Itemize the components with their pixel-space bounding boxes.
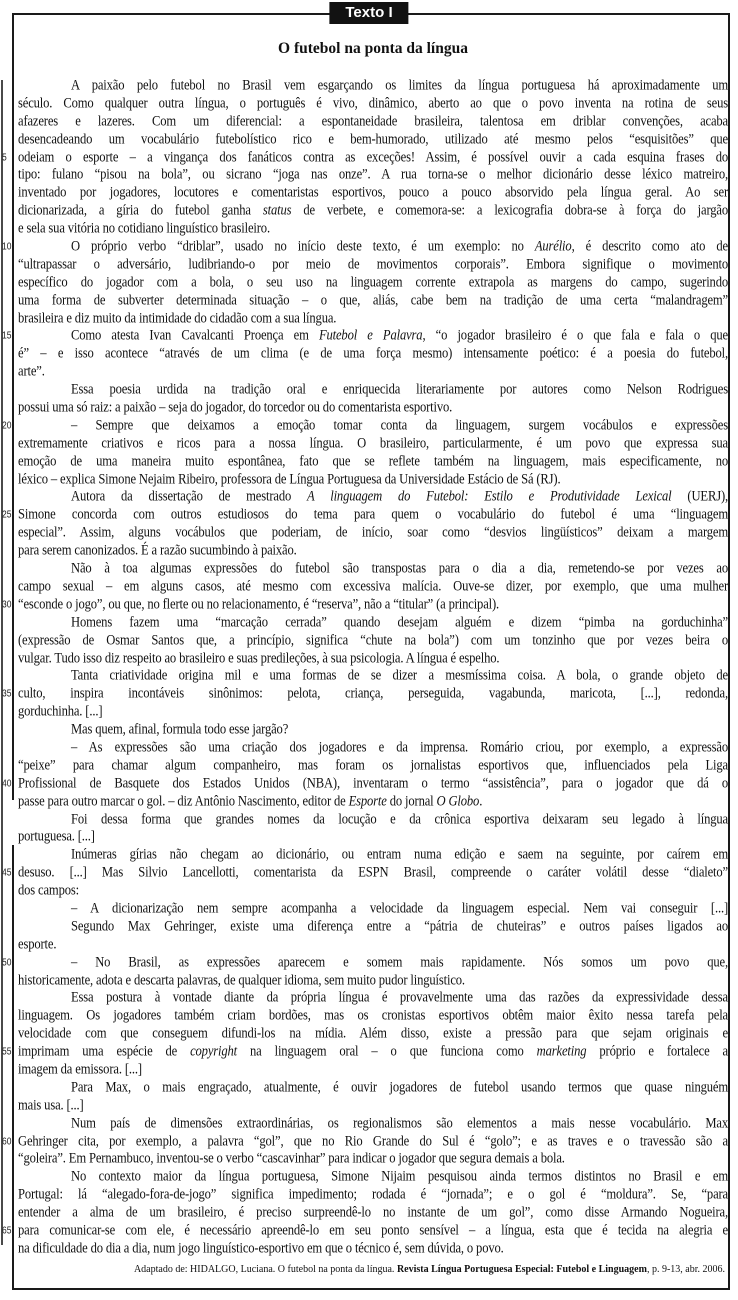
line-text: Simone concorda com outros estudiosos do tema para quem o vocabulário do futebol é uma “linguagem — [18, 505, 728, 523]
line-text: No contexto maior da língua portuguesa, Simone Nijaim pesquisou ainda termos distintos no Brasil e em — [71, 1167, 728, 1185]
line-text: tipo: fulano “pisou na bola”, ou sicrano “joga nas onze”. A rua torna-se o melhor dicionário desse léxico matreiro, — [18, 166, 728, 183]
line-text: extremamente criativos e ricos para a nossa língua. O brasileiro, particularmente, é um povo que expressa sua — [18, 434, 728, 451]
line-number: 40 — [2, 776, 12, 789]
line-text: historicamente, adota e descarta palavras, de qualquer idioma, sem muito pudor linguístico. — [18, 971, 465, 988]
line-text: esporte. — [18, 935, 57, 952]
line-text: Autora da dissertação de mestrado A linguagem do Futebol: Estilo e Produtividade Lexical (UERJ), — [71, 488, 728, 505]
line-number: 10 — [2, 239, 12, 252]
line-number: 15 — [2, 329, 12, 342]
line-text: Profissional de Basquete dos Estados Unidos (NBA), inventaram o termo “assistência”, para o jogador que dá o — [18, 774, 728, 791]
line-text: inventado por jogadores, locutores e comentaristas esportivos, pouco a pouco absorvido pela língua geral. Ao ser — [18, 183, 728, 201]
line-text: O próprio verbo “driblar”, usado no início deste texto, é um exemplo: no Aurélio, é descrito como ato de — [71, 237, 728, 255]
line-text: “ultrapassar o adversário, ludibriando-o por meio de movimentos corporais”. Embora signifique o movimento — [18, 255, 728, 272]
line-number: 25 — [2, 508, 12, 521]
line-text: Para Max, o mais engraçado, atualmente, é ouvir jogadores de futebol usando termos que quase ninguém — [71, 1078, 728, 1095]
document-title: O futebol na ponta da língua — [278, 40, 468, 57]
line-text: possui uma só raiz: a paixão – seja do jogador, do torcedor ou do comentarista esportivo. — [18, 398, 453, 416]
line-number: 5 — [2, 150, 7, 163]
line-text: dos campos: — [18, 881, 79, 899]
line-text: portuguesa. [...] — [18, 827, 95, 845]
line-text: emoção de uma maneira muito espontânea, fato que se reflete também na linguagem, mais especificamente, no — [18, 452, 728, 469]
line-text: e sela sua vitória no cotidiano linguístico brasileiro. — [18, 219, 270, 237]
line-text: campo sexual – em alguns casos, até mesmo com excessiva malícia. Ouve-se dizer, por exemplo, que uma mulher — [18, 577, 728, 595]
frame-left-border-bottom-segment — [12, 845, 14, 1290]
line-text: é” – e isso acontece “através de um clima (e de uma força mesmo) intensamente poético: é a poesia do futebol, — [18, 344, 728, 362]
line-text: para serem canonizados. É a razão sucumbindo à paixão. — [18, 541, 297, 559]
line-text: na dificuldade do dia a dia, num jogo linguístico-esportivo em que o técnico é, sem dúvida, o povo. — [18, 1239, 504, 1256]
line-text: dicionarizada, a gíria do futebol ganha status de verbete, e comemora-se: a lexicografia dobra-se à força do jargão — [18, 201, 728, 219]
line-text: especial”. Assim, alguns vocábulos que poderiam, de início, soar como “desvios lingüísticos” deixam a margem — [18, 523, 728, 541]
line-text: Como atesta Ivan Cavalcanti Proença em Futebol e Palavra, “o jogador brasileiro é o que fala e fala o que — [71, 327, 729, 344]
line-text: – A dicionarização nem sempre acompanha a velocidade da linguagem especial. Nem vai conseguir [...] — [71, 899, 728, 917]
line-text: Essa poesia urdida na tradição oral e enriquecida literariamente por autores como Nelson Rodrigues — [71, 380, 728, 398]
line-text: vulgar. Tudo isso diz respeito ao brasileiro e suas predileções, à sua psicologia. A língua é espelho. — [18, 649, 500, 666]
line-text: Mas quem, afinal, formula todo esse jargão? — [71, 720, 289, 738]
line-text: brasileira e diz muito da intimidade do cidadão com a sua língua. — [18, 309, 337, 326]
line-number: 35 — [2, 687, 12, 700]
line-text: Não à toa algumas expressões do futebol são transpostas para o dia a dia, remetendo-se por vezes ao — [71, 559, 728, 577]
line-text: entender a alma de um brasileiro, é preciso surpreendê-lo no instante de um gol”, como disse Armando Nogueira, — [18, 1203, 728, 1221]
line-text: passe para outro marcar o gol. – diz Antônio Nascimento, editor de Esporte do jornal O Globo. — [18, 792, 483, 809]
line-text: Essa postura à vontade diante da própria língua é provavelmente uma das razões da expressividade dessa — [71, 988, 728, 1006]
line-number: 30 — [2, 597, 12, 610]
line-text: uma forma de subverter determinada situação – o que, aliás, cabe bem na tradição de uma certa “malandragem” — [18, 291, 728, 308]
line-text: culto, inspira incontáveis sinônimos: pelota, criança, perseguida, vagabunda, maricota, [...], redonda, — [18, 684, 728, 702]
line-number: 55 — [2, 1045, 12, 1057]
line-text: A paixão pelo futebol no Brasil vem esgarçando os limites da língua portuguesa há aproximadamente um — [71, 76, 728, 94]
text-line — [18, 1238, 728, 1259]
line-text: arte”. — [18, 362, 45, 380]
line-text: específico do jogador com a bola, o seu uso na linguagem corrente extrapola as margens do campo, sugerindo — [18, 273, 728, 290]
text-body — [2, 76, 729, 1258]
line-text: Foi dessa forma que grandes nomes da locução e da crônica esportiva deixaram seu legado à língua — [71, 810, 728, 827]
line-text: Portugal: lá “alegado-fora-de-jogo” significa impedimento; rodada é “jornada”; e o gol é “moldura”. Se, “para — [18, 1185, 728, 1203]
line-text: Tanta criatividade origina mil e uma formas de se dizer a mesmíssima coisa. A bola, o grande objeto de — [71, 666, 728, 684]
line-text: – Sempre que deixamos a emoção tomar conta da linguagem, surgem vocábulos e expressões — [71, 416, 728, 434]
line-text: odeiam o esporte – a vingança dos fanáticos contra as exceções! Assim, é possível ouvir a cada esquina frases do — [18, 148, 728, 165]
line-text: – No Brasil, as expressões aparecem e somem mais rapidamente. Nós somos um povo que, — [71, 953, 728, 970]
line-text: afazeres e lazeres. Com um diferencial: a espontaneidade brasileira, talentosa em driblar convenções, acaba — [18, 112, 728, 129]
line-text: “peixe” para chamar algum companheiro, mas foram os jornalistas esportivos que, influenciados pela Liga — [18, 756, 728, 773]
line-text: (expressão de Osmar Santos que, a princípio, significa “chute na bola”) com um tonzinho que por vezes beira o — [18, 631, 728, 648]
line-text: linguagem. Os jogadores também criam bordões, mas os cronistas esportivos obtêm maior êxito nessa tarefa pela — [18, 1006, 728, 1024]
line-text: Num país de dimensões extraordinárias, os regionalismos são elementos a mais nesse vocabulário. Max — [71, 1114, 728, 1131]
line-text: Inúmeras gírias não chegam ao dicionário, ou entram numa edição e saem na seguinte, por caírem em — [71, 845, 728, 863]
line-number: 60 — [2, 1134, 12, 1147]
line-text: velocidade com que conseguem difundi-los na mídia. Além disso, existe a pressão para que sejam originais e — [18, 1024, 728, 1042]
line-number: 50 — [2, 955, 12, 968]
line-text: imagem da emissora. [...] — [18, 1060, 142, 1078]
source-citation: Adaptado de: HIDALGO, Luciana. O futebol na ponta da língua. Revista Língua Portuguesa Especial: Futebol e Linguagem, p. 9-13, abr. 2006. — [133, 1264, 725, 1275]
line-text: “esconde o jogo”, ou que, no flerte ou no relacionamento, é “reserva”, não a “titular” (a principal). — [18, 595, 500, 612]
line-text: – As expressões são uma criação dos jogadores e da imprensa. Romário criou, por exemplo, a expressão — [71, 738, 728, 756]
line-text: século. Como qualquer outra língua, o português é vivo, dinâmico, aberto ao que o povo inventa na rotina de seus — [18, 94, 728, 111]
line-text: para comunicar-se com ele, é necessário apreendê-lo em seu ponto sensível – a língua, esta que é tecida na alegria e — [18, 1221, 728, 1239]
line-number: 20 — [2, 418, 12, 431]
line-text: Homens fazem uma “marcação cerrada” quando desejam alguém e dizem “pimba na gorduchinha” — [71, 613, 728, 630]
line-text: desuso. [...] Mas Silvio Lancellotti, comentarista da ESPN Brasil, compreende o caráter volátil desse “dialeto” — [18, 863, 728, 881]
line-text: Gehringer cita, por exemplo, a palavra “gol”, que no Rio Grande do Sul é “golo”; e as traves e o travessão são a — [18, 1132, 728, 1149]
line-text: léxico – explica Simone Nejaim Ribeiro, professora de Língua Portuguesa da Universidade Estácio de Sá (RJ). — [18, 470, 561, 487]
line-text: desencadeando um vocabulário futebolístico rico e bem-humorado, utilizado até mesmo pelos “esquisitões” que — [18, 130, 728, 147]
frame-left-border-top-segment — [12, 13, 14, 800]
line-text: imprimam uma espécie de copyright na linguagem oral – o que funciona como marketing próprio e fortalece a — [18, 1042, 728, 1060]
line-number: 65 — [2, 1223, 12, 1236]
line-text: gorduchinha. [...] — [18, 702, 103, 720]
line-text: “goleira”. Em Pernambuco, inventou-se o verbo “cascavinhar” para indicar o jogador que segura demais a bola. — [18, 1150, 565, 1167]
text-label-badge: Texto I — [329, 2, 408, 24]
line-text: Segundo Max Gehringer, existe uma diferença entre a “pátria de chuteiras” e outros países ligados ao — [71, 917, 728, 934]
line-text: mais usa. [...] — [18, 1096, 84, 1113]
line-number: 45 — [2, 866, 12, 878]
